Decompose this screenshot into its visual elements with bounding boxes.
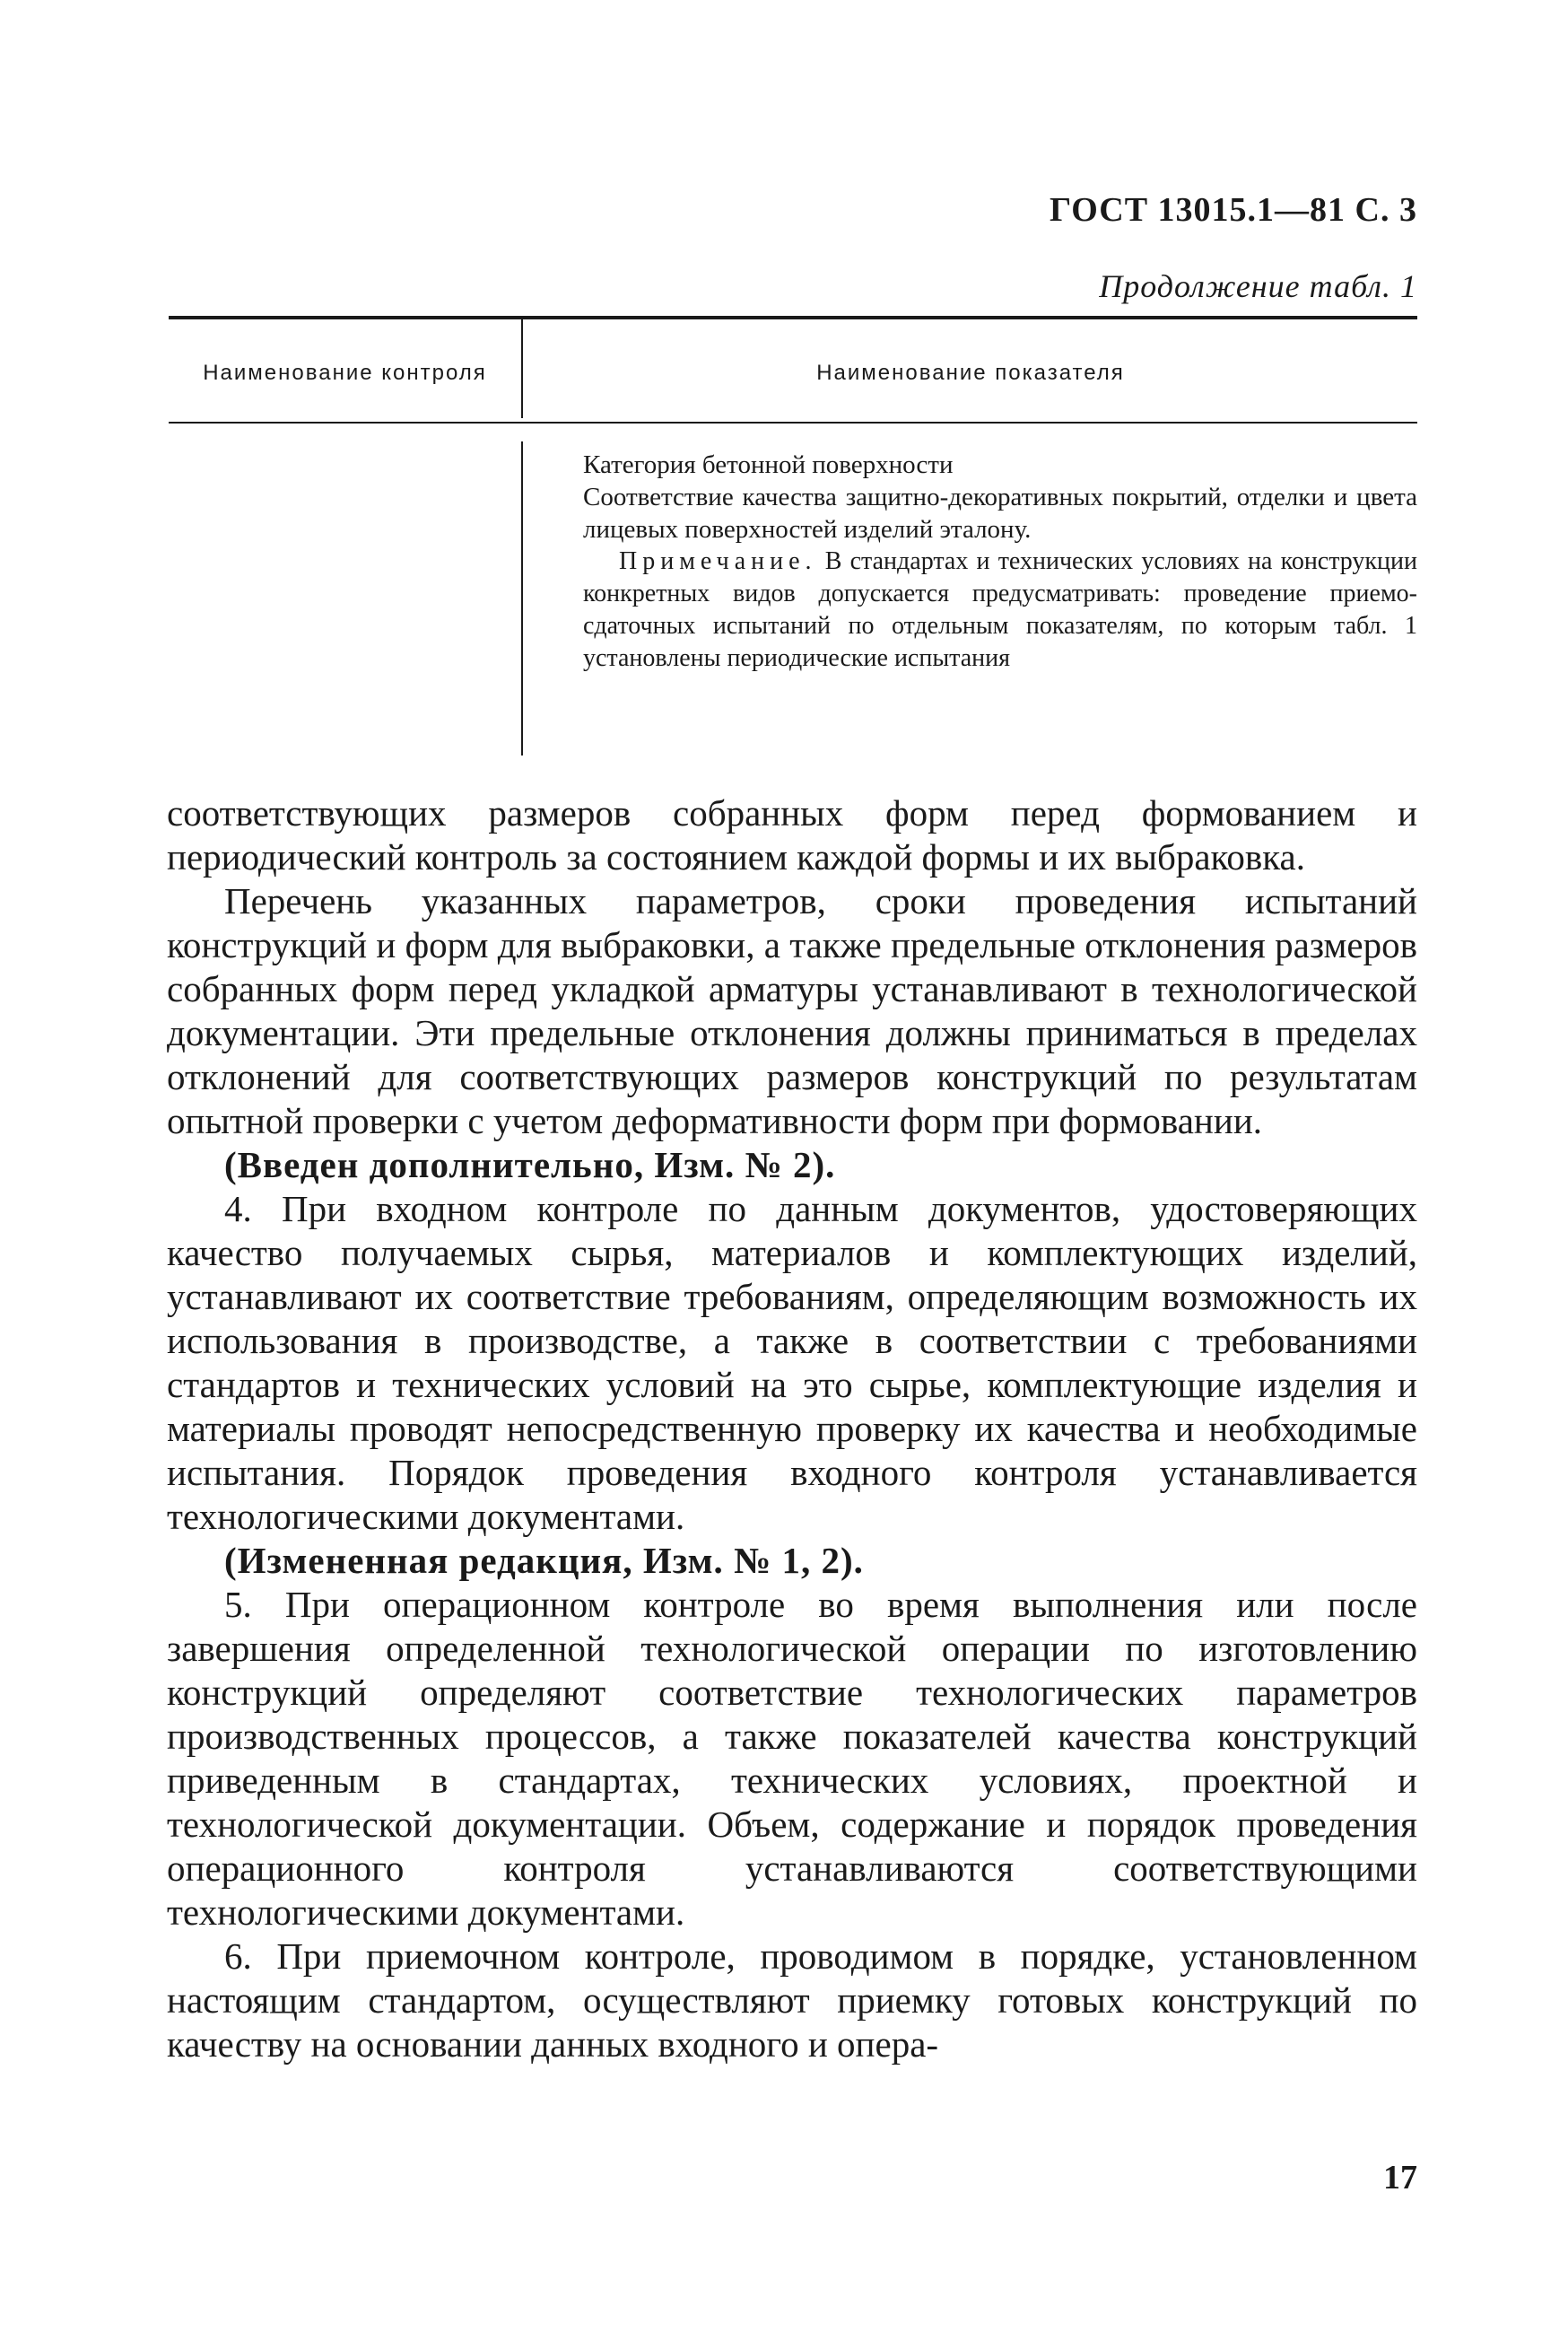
table-1-continuation [169, 316, 1417, 763]
body-text [167, 791, 1417, 2066]
table-note [583, 546, 1417, 675]
table-header-rule [169, 422, 1417, 424]
note-label: Примечание. [619, 547, 817, 575]
indicator-concrete-surface: Категория бетонной поверхности [583, 450, 954, 479]
table-cell-indicators [583, 449, 1417, 675]
document-header: ГОСТ 13015.1—81 С. 3 [1050, 191, 1417, 229]
table-header-divider [521, 319, 523, 418]
column-header-control-name: Наименование контроля [203, 361, 487, 385]
note-text: В стандартах и технических условиях на конструкции конкретных видов допускается предусматривать: проведение приемо-сдаточных испытаний по отдельным показателям, по которым табл. 1 установлены периодические испытания [583, 547, 1417, 672]
amendment-note-1: (Введен дополнительно, Изм. № 2). [224, 1144, 836, 1185]
table-body-divider [521, 441, 523, 755]
indicator-coating-quality: Соответствие качества защитно-декоративных покрытий, отделки и цвета лицевых поверхностей изделий эталону. [583, 483, 1417, 544]
paragraph-item-6: 6. При приемочном контроле, проводимом в порядке, установленном настоящим стандартом, осуществляют приемку готовых конструкций по качеству на основании данных входного и опера- [167, 1935, 1417, 2065]
table-top-rule [169, 316, 1417, 319]
paragraph-item-4: 4. При входном контроле по данным документов, удостоверяющих качество получаемых сырья, материалов и комплектующих изделий, устанавливают их соответствие требованиям, определяющим возможность их использования в производстве, а также в соответствии с требованиями стандартов и технических условий на это сырье, комплектующие изделия и материалы проводят непосредственную проверку их качества и необходимые испытания. Порядок проведения входного контроля устанавливается технологическими документами. [167, 1188, 1417, 1537]
paragraph-2: Перечень указанных параметров, сроки проведения испытаний конструкций и форм для выбраковки, а также предельные отклонения размеров собранных форм перед укладкой арматуры устанавливают в технологической документации. Эти предельные отклонения должны приниматься в пределах отклонений для соответствующих размеров конструкций по результатам опытной проверки с учетом деформативности форм при формовании. [167, 880, 1417, 1141]
page-number: 17 [1383, 2159, 1417, 2197]
amendment-note-2: (Измененная редакция, Изм. № 1, 2). [224, 1540, 864, 1581]
column-header-indicator-name: Наименование показателя [816, 361, 1125, 385]
paragraph-item-5: 5. При операционном контроле во время выполнения или после завершения определенной технологической операции по изготовлению конструкций определяют соответствие технологических параметров производственных процессов, а также показателей качества конструкций приведенным в стандартах, технических условиях, проектной и технологической документации. Объем, содержание и порядок проведения операционного контроля устанавливаются соответствующими технологическими документами. [167, 1584, 1417, 1933]
table-continuation-label: Продолжение табл. 1 [1099, 268, 1417, 304]
paragraph-1: соответствующих размеров собранных форм перед формованием и периодический контроль за состоянием каждой формы и их выбраковка. [167, 792, 1417, 878]
